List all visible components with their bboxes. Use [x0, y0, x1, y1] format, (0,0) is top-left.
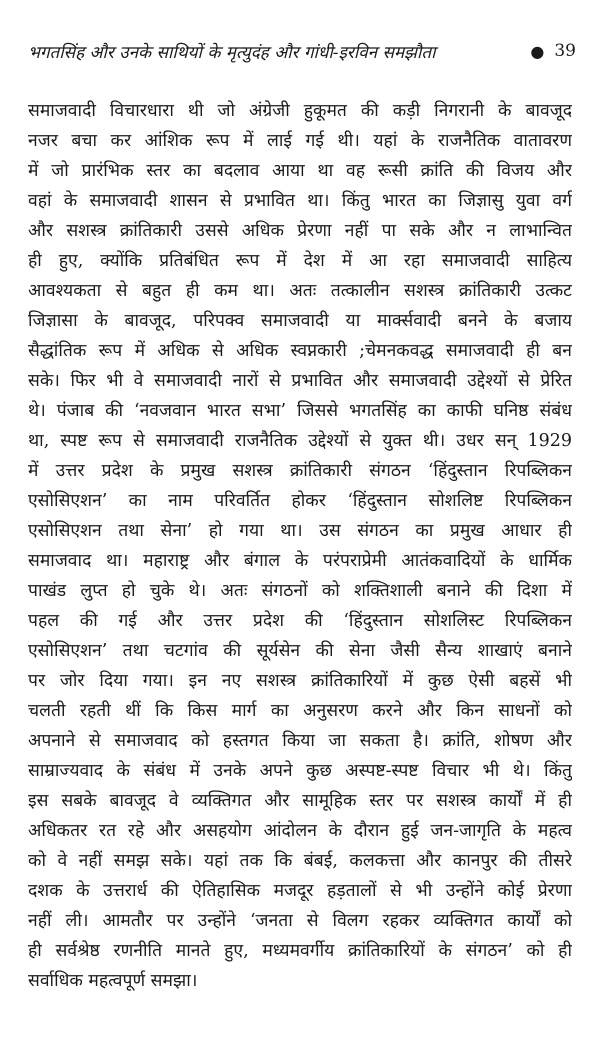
- chapter-title: भगतसिंह और उनके साथियों के मृत्युदंह और गांधी-इरविन समझौता: [28, 42, 436, 63]
- text-line: अधिकतर रत रहे और असहयोग आंदोलन के दौरान हुई जन-जागृति के महत्व: [28, 821, 572, 841]
- text-line: थे। पंजाब की ‘नवजवान भारत सभा’ जिससे भगतसिंह का काफी घनिष्ठ संबंध: [28, 401, 572, 421]
- text-line: को वे नहीं समझ सके। यहां तक कि बंबई, कलकत्ता और कानपुर की तीसरे: [28, 851, 572, 871]
- text-line: नजर बचा कर आंशिक रूप में लाई गई थी। यहां के राजनैतिक वातावरण: [28, 131, 572, 151]
- text-line: एसोसिएशन’ तथा चटगांव की सूर्यसेन की सेना जैसी सैन्य शाखाएं बनाने: [28, 641, 572, 661]
- running-header: [28, 38, 576, 64]
- text-line: नहीं ली। आमतौर पर उन्होंने ‘जनता से विलग रहकर व्यक्तिगत कार्यों को: [28, 911, 572, 931]
- text-line: में जो प्रारंभिक स्तर का बदलाव आया था वह रूसी क्रांति की विजय और: [28, 161, 572, 181]
- text-line: दशक के उत्तरार्ध की ऐतिहासिक मजदूर हड़तालों से भी उन्होंने कोई प्रेरणा: [28, 881, 572, 901]
- text-line: चलती रहती थीं कि किस मार्ग का अनुसरण करने और किन साधनों को: [28, 701, 572, 721]
- text-line: था, स्पष्ट रूप से समाजवादी राजनैतिक उद्देश्यों से युक्त थी। उधर सन् 1929: [28, 431, 572, 451]
- text-line: वहां के समाजवादी शासन से प्रभावित था। किंतु भारत का जिज्ञासु युवा वर्ग: [28, 191, 572, 211]
- text-line: ही हुए, क्योंकि प्रतिबंधित रूप में देश में आ रहा समाजवादी साहित्य: [28, 251, 572, 271]
- text-line: आवश्यकता से बहुत ही कम था। अतः तत्कालीन सशस्त्र क्रांतिकारी उत्कट: [28, 281, 572, 301]
- text-line: पर जोर दिया गया। इन नए सशस्त्र क्रांतिकारियों में कुछ ऐसी बहसें भी: [28, 671, 572, 691]
- text-line: में उत्तर प्रदेश के प्रमुख सशस्त्र क्रांतिकारी संगठन ‘हिंदुस्तान रिपब्लिकन: [28, 461, 572, 481]
- text-line: ही सर्वश्रेष्ठ रणनीति मानते हुए, मध्यमवर्गीय क्रांतिकारियों के संगठन’ को ही: [28, 941, 572, 961]
- text-line: समाजवादी विचारधारा थी जो अंग्रेजी हुकूमत की कड़ी निगरानी के बावजूद: [28, 101, 572, 121]
- text-line: एसोसिएशन तथा सेना’ हो गया था। उस संगठन का प्रमुख आधार ही: [28, 521, 572, 541]
- text-line: पाखंड लुप्त हो चुके थे। अतः संगठनों को शक्तिशाली बनाने की दिशा में: [28, 581, 572, 601]
- text-line: एसोसिएशन’ का नाम परिवर्तित होकर ‘हिंदुस्तान सोशलिष्ट रिपब्लिकन: [28, 491, 572, 511]
- text-line: और सशस्त्र क्रांतिकारी उससे अधिक प्रेरणा नहीं पा सके और न लाभान्वित: [28, 221, 572, 241]
- text-line: पहल की गई और उत्तर प्रदेश की ‘हिंदुस्तान सोशलिस्ट रिपब्लिकन: [28, 611, 572, 631]
- text-line: सैद्धांतिक रूप में अधिक से अधिक स्वप्नकारी ;चेमनकवद्ध समाजवादी ही बन: [28, 341, 572, 361]
- text-line: सर्वाधिक महत्वपूर्ण समझा।: [28, 971, 198, 991]
- page-number: 39: [554, 41, 576, 61]
- body-paragraph: [28, 96, 572, 996]
- text-line: जिज्ञासा के बावजूद, परिपक्व समाजवादी या मार्क्सवादी बनने के बजाय: [28, 311, 572, 331]
- text-line: सके। फिर भी वे समाजवादी नारों से प्रभावित और समाजवादी उद्देश्यों से प्रेरित: [28, 371, 572, 391]
- text-line: अपनाने से समाजवाद को हस्तगत किया जा सकता है। क्रांति, शोषण और: [28, 731, 572, 751]
- text-line: साम्राज्यवाद के संबंध में उनके अपने कुछ अस्पष्ट-स्पष्ट विचार भी थे। किंतु: [28, 761, 572, 781]
- text-line: समाजवाद था। महाराष्ट्र और बंगाल के परंपराप्रेमी आतंकवादियों के धार्मिक: [28, 551, 572, 571]
- header-bullet: ●: [530, 41, 545, 61]
- text-line: इस सबके बावजूद वे व्यक्तिगत और सामूहिक स्तर पर सशस्त्र कार्यों में ही: [28, 791, 572, 811]
